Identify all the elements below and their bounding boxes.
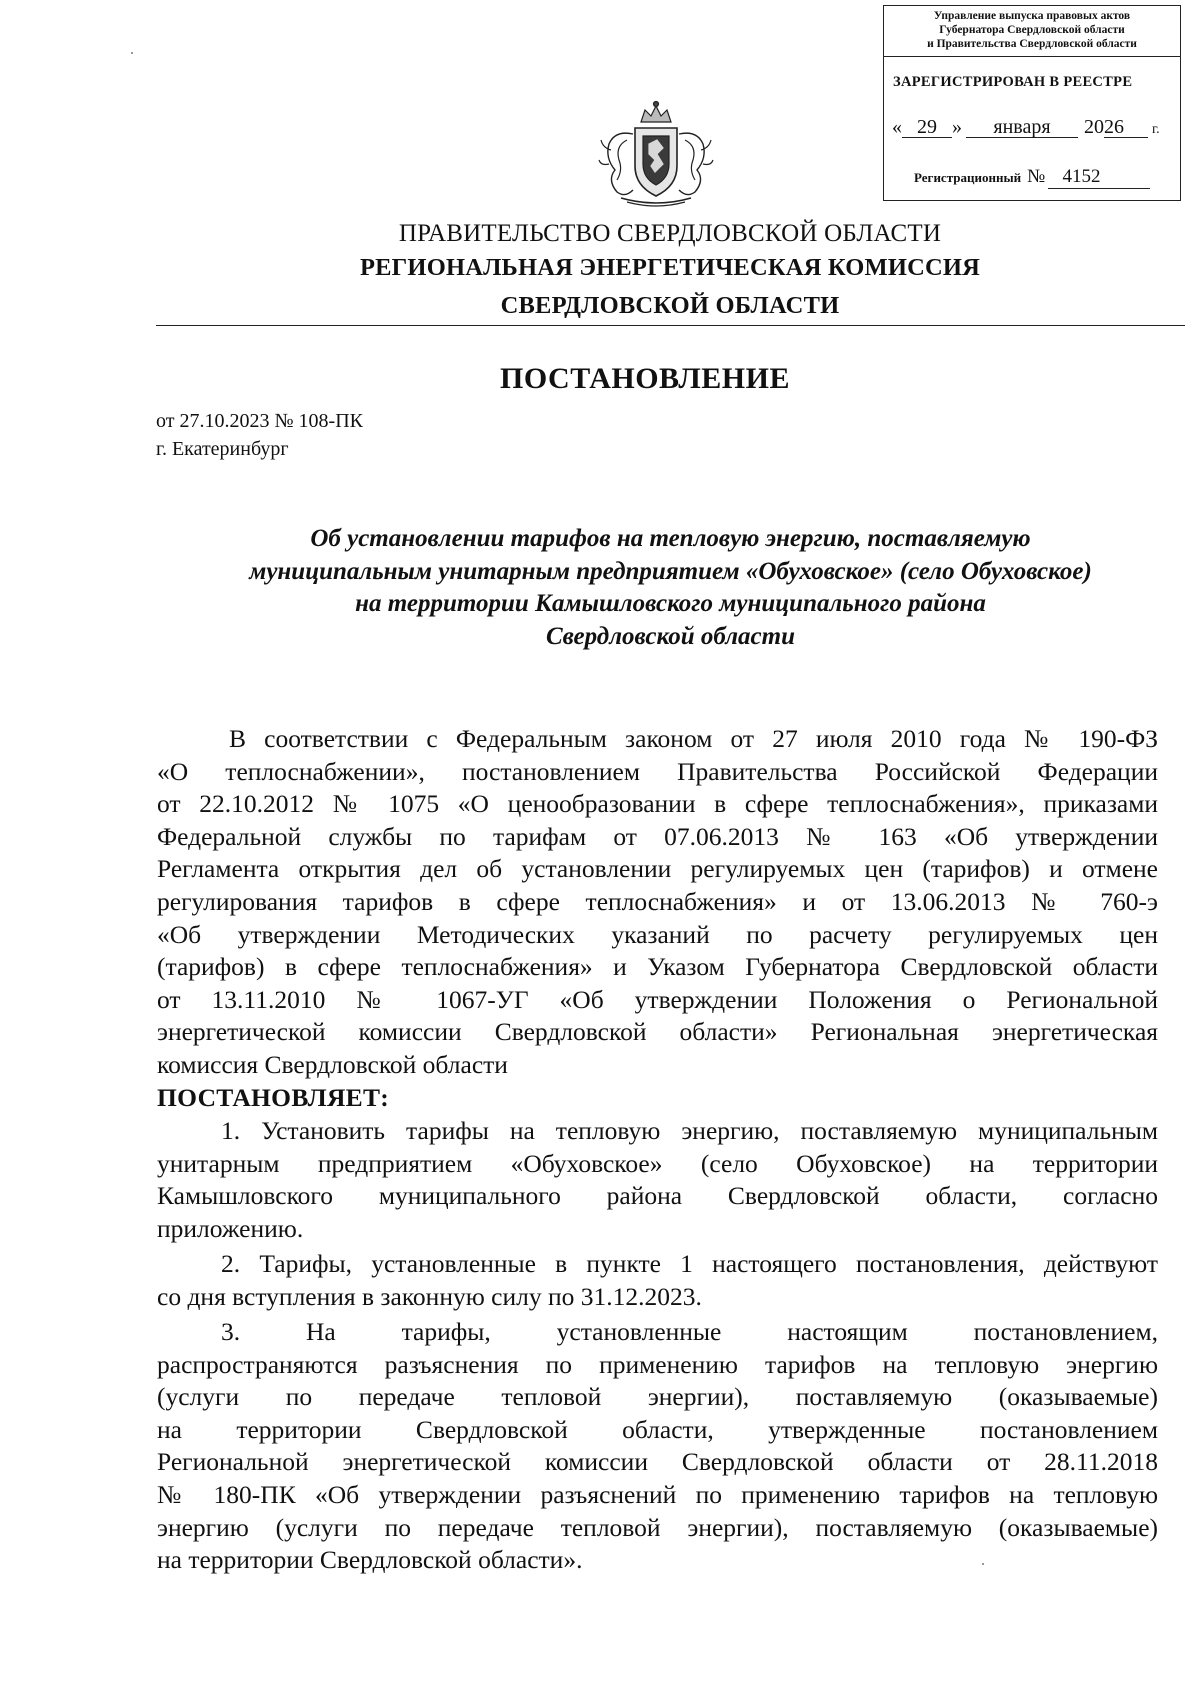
item-line: распространяются разъяснения по применению тарифов на тепловую энергию xyxy=(157,1349,1158,1379)
commission-title: РЕГИОНАЛЬНАЯ ЭНЕРГЕТИЧЕСКАЯ КОМИССИЯ xyxy=(359,254,981,281)
item-1 xyxy=(157,1115,1158,1245)
stamp-date xyxy=(892,116,1160,139)
preamble-line: В соответствии с Федеральным законом от 27 июля 2010 года № 190-ФЗ xyxy=(229,724,1158,753)
government-title: ПРАВИТЕЛЬСТВО СВЕРДЛОВСКОЙ ОБЛАСТИ xyxy=(398,220,942,247)
preamble-line: Федеральной службы по тарифам от 07.06.2013 № 163 «Об утверждении xyxy=(157,821,1158,851)
preamble-line: комиссия Свердловской области xyxy=(157,1049,508,1079)
item-3 xyxy=(157,1316,1158,1577)
item-line: (услуги по передаче тепловой энергии), поставляемую (оказываемые) xyxy=(157,1382,1158,1412)
item-2 xyxy=(157,1248,1158,1313)
stamp-registered-label: ЗАРЕГИСТРИРОВАН В РЕЕСТРЕ xyxy=(893,74,1133,90)
stamp-year-mark: г. xyxy=(1152,122,1160,137)
stamp-office-line: и Правительства Свердловской области xyxy=(927,38,1137,50)
document-city: г. Екатеринбург xyxy=(156,438,289,460)
preamble xyxy=(157,723,1158,1114)
item-line: на территории Свердловской области, утвержденные постановлением xyxy=(157,1414,1158,1444)
stamp-quote-open: « xyxy=(892,116,902,138)
stamp-reg-number: 4152 xyxy=(1048,166,1150,189)
item-line: Камышловского муниципального района Свердловской области, согласно xyxy=(157,1181,1158,1211)
item-line: 3. На тарифы, установленные настоящим постановлением, xyxy=(221,1317,1158,1346)
stamp-office-line: Управление выпуска правовых актов xyxy=(933,10,1131,22)
subject-line: Об установлении тарифов на тепловую энергию, поставляемую xyxy=(310,525,1031,552)
subject-line: на территории Камышловского муниципального района xyxy=(355,590,986,617)
document-type: ПОСТАНОВЛЕНИЕ xyxy=(500,362,790,395)
stamp-year-suffix: 26 xyxy=(1104,117,1148,138)
stamp-month: января xyxy=(966,117,1078,138)
commission-title-region: СВЕРДЛОВСКОЙ ОБЛАСТИ xyxy=(500,292,840,319)
preamble-line: энергетической комиссии Свердловской области» Региональная энергетическая xyxy=(157,1017,1158,1047)
item-line: Региональной энергетической комиссии Свердловской области от 28.11.2018 xyxy=(157,1447,1158,1477)
stamp-quote-close: » xyxy=(952,116,962,138)
subject-line: муниципальным унитарным предприятием «Обуховское» (село Обуховское) xyxy=(249,557,1092,585)
stamp-day: 29 xyxy=(902,117,952,138)
coat-of-arms-icon xyxy=(597,100,715,208)
subject-line: Свердловской области xyxy=(546,622,795,650)
item-line: № 180-ПК «Об утверждении разъяснений по применению тарифов на тепловую xyxy=(157,1479,1158,1509)
document-date-number: от 27.10.2023 № 108-ПК xyxy=(156,410,364,432)
stamp-year-prefix: 20 xyxy=(1084,116,1104,138)
preamble-line: от 13.11.2010 № 1067-УГ «Об утверждении Положения о Региональной xyxy=(157,984,1158,1014)
preamble-line: «О теплоснабжении», постановлением Правительства Российской Федерации xyxy=(157,756,1158,786)
item-line: приложению. xyxy=(157,1213,304,1243)
stamp-reg-label: Регистрационный xyxy=(914,170,1022,185)
item-line: 1. Установить тарифы на тепловую энергию, поставляемую муниципальным xyxy=(221,1116,1158,1145)
stamp-reg-no-sign: № xyxy=(1027,166,1046,187)
resolves-heading: ПОСТАНОВЛЯЕТ: xyxy=(157,1082,390,1112)
registration-stamp xyxy=(883,5,1181,201)
preamble-line: регулирования тарифов в сфере теплоснабжения» и от 13.06.2013 № 760-э xyxy=(157,886,1158,916)
stamp-office-line: Губернатора Свердловской области xyxy=(939,24,1125,36)
header-divider xyxy=(156,325,1185,326)
item-line: 2. Тарифы, установленные в пункте 1 настоящего постановления, действуют xyxy=(221,1249,1158,1278)
preamble-line: от 22.10.2012 № 1075 «О ценообразовании в сфере теплоснабжения», приказами xyxy=(157,789,1158,819)
item-line: унитарным предприятием «Обуховское» (село Обуховское) на территории xyxy=(157,1148,1158,1178)
scan-speck xyxy=(982,1563,984,1565)
preamble-line: (тарифов) в сфере теплоснабжения» и Указом Губернатора Свердловской области xyxy=(157,952,1158,982)
item-line: энергию (услуги по передаче тепловой энергии), поставляемую (оказываемые) xyxy=(157,1512,1158,1542)
item-line: со дня вступления в законную силу по 31.12.2023. xyxy=(157,1281,702,1311)
stamp-office xyxy=(884,6,1180,57)
item-line: на территории Свердловской области». xyxy=(157,1545,583,1575)
preamble-line: Регламента открытия дел об установлении регулируемых цен (тарифов) и отмене xyxy=(157,854,1158,884)
document-subject xyxy=(156,523,1185,653)
stamp-registration-number xyxy=(914,166,1150,189)
scan-speck xyxy=(131,52,133,54)
preamble-line: «Об утверждении Методических указаний по расчету регулируемых цен xyxy=(157,919,1158,949)
